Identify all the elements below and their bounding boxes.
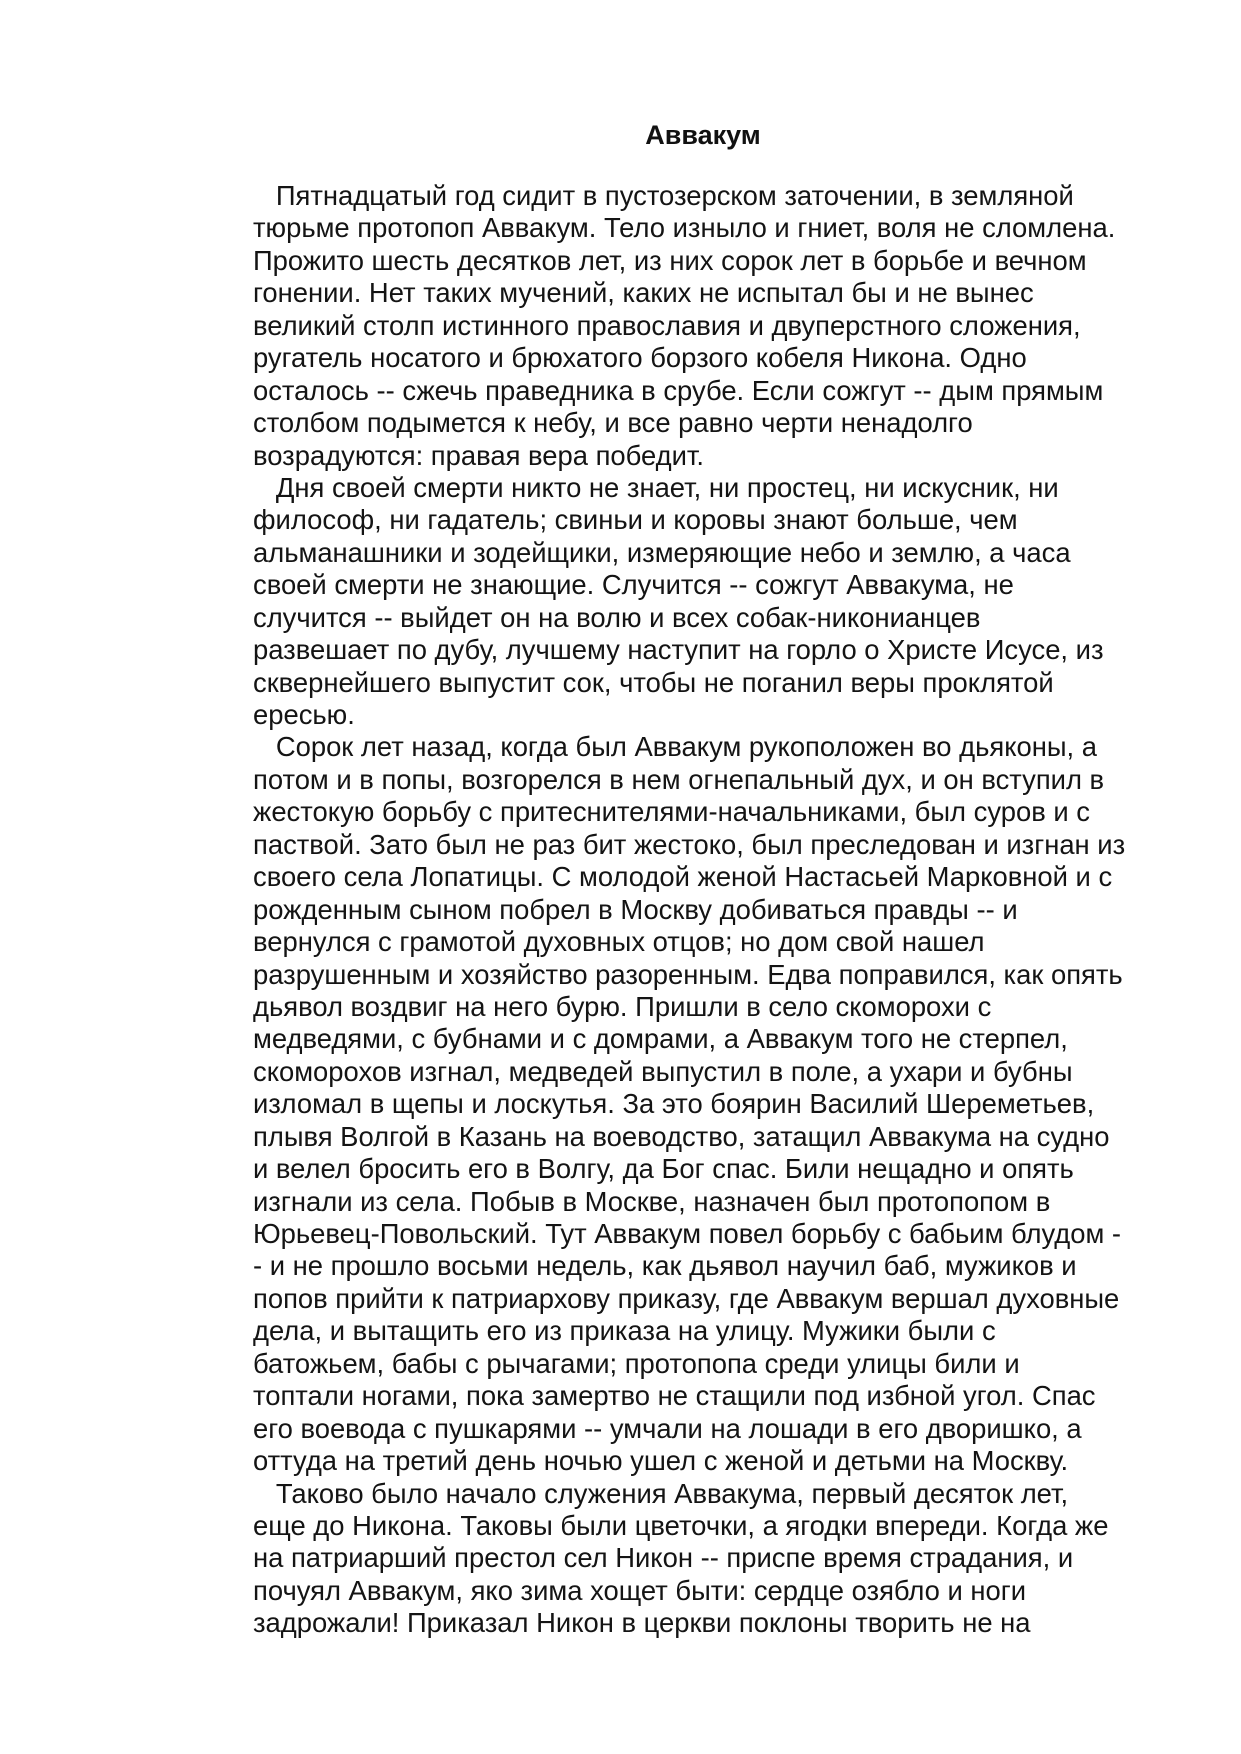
document-body (253, 180, 1183, 1640)
text-line: сквернейшего выпустит сок, чтобы не поганил веры проклятой (253, 666, 1054, 698)
text-line: тюрьме протопоп Аввакум. Тело изныло и гниет, воля не сломлена. (253, 212, 1116, 244)
text-line: ересью. (253, 699, 355, 730)
text-line: еще до Никона. Таковы были цветочки, а ягодки впереди. Когда же (253, 1509, 1109, 1541)
text-line: случится -- выйдет он на волю и всех собак-никонианцев (253, 601, 981, 633)
text-line: Пятнадцатый год сидит в пустозерском заточении, в земляной (253, 180, 1074, 211)
text-line: скоморохов изгнал, медведей выпустил в поле, а ухари и бубны (253, 1055, 1073, 1087)
text-line: жестокую борьбу с притеснителями-начальниками, был суров и с (253, 796, 1090, 828)
text-line: Таково было начало служения Аввакума, первый десяток лет, (253, 1477, 1069, 1509)
text-line: его воевода с пушкарями -- умчали на лошади в его дворишко, а (253, 1412, 1082, 1444)
text-line: изломал в щепы и лоскутья. За это боярин Василий Шереметьев, (253, 1088, 1095, 1120)
text-line: паствой. Зато был не раз бит жестоко, был преследован и изгнан из (253, 828, 1126, 860)
text-line: плывя Волгой в Казань на воеводство, затащил Аввакума на судно (253, 1120, 1110, 1152)
text-line: - и не прошло восьми недель, как дьявол научил баб, мужиков и (253, 1250, 1077, 1282)
text-line: дела, и вытащить его из приказа на улицу. Мужики были с (253, 1315, 996, 1347)
text-line: оттуда на третий день ночью ушел с женой и детьми на Москву. (253, 1445, 1069, 1477)
text-line: попов прийти к патриархову приказу, где Аввакум вершал духовные (253, 1282, 1120, 1314)
text-line: своего села Лопатицы. С молодой женой Настасьей Марковной и с (253, 861, 1113, 893)
text-line: батожьем, бабы с рычагами; протопопа среди улицы били и (253, 1347, 1020, 1379)
text-line: разрушенным и хозяйство разоренным. Едва поправился, как опять (253, 958, 1123, 990)
text-line: Дня своей смерти никто не знает, ни простец, ни искусник, ни (253, 471, 1059, 503)
text-line: философ, ни гадатель; свиньи и коровы знают больше, чем (253, 504, 1018, 536)
text-line: дьявол воздвиг на него бурю. Пришли в село скоморохи с (253, 990, 992, 1022)
text-line: и велел бросить его в Волгу, да Бог спас. Били нещадно и опять (253, 1153, 1074, 1185)
text-line: топтали ногами, пока замертво не стащили под избной угол. Спас (253, 1380, 1096, 1412)
text-line: ругатель носатого и брюхатого борзого кобеля Никона. Одно (253, 342, 1027, 374)
text-line: медведями, с бубнами и с домрами, а Аввакум того не стерпел, (253, 1023, 1068, 1055)
text-line: развешает по дубу, лучшему наступит на горло о Христе Исусе, из (253, 634, 1104, 666)
text-line: великий столп истинного православия и двуперстного сложения, (253, 309, 1081, 341)
text-line: изгнали из села. Побыв в Москве, назначен был протопопом в (253, 1185, 1051, 1217)
text-line: осталось -- сжечь праведника в срубе. Если сожгут -- дым прямым (253, 374, 1104, 406)
text-line: Сорок лет назад, когда был Аввакум рукоположен во дьяконы, а (253, 731, 1097, 763)
text-line: вернулся с грамотой духовных отцов; но дом свой нашел (253, 926, 985, 958)
text-line: потом и в попы, возгорелся в нем огнепальный дух, и он вступил в (253, 763, 1105, 795)
text-line: столбом подымется к небу, и все равно черти ненадолго (253, 407, 973, 439)
text-line: рожденным сыном побрел в Москву добиваться правды -- и (253, 893, 1018, 925)
text-line: задрожали! Приказал Никон в церкви поклоны творить не на (253, 1607, 1031, 1639)
text-line: возрадуются: правая вера победит. (253, 439, 705, 471)
text-line: гонении. Нет таких мучений, каких не испытал бы и не вынес (253, 277, 1034, 309)
document-title: Аввакум (645, 120, 761, 150)
text-line: альманашники и зодейщики, измеряющие небо и землю, а часа (253, 536, 1071, 568)
text-line: на патриарший престол сел Никон -- приспе время страдания, и (253, 1542, 1074, 1574)
text-line: своей смерти не знающие. Случится -- сожгут Аввакума, не (253, 569, 1014, 601)
text-line: Прожито шесть десятков лет, из них сорок лет в борьбе и вечном (253, 244, 1087, 276)
text-line: почуял Аввакум, яко зима хощет быти: сердце озябло и ноги (253, 1574, 1027, 1606)
text-line: Юрьевец-Повольский. Тут Аввакум повел борьбу с бабьим блудом - (253, 1218, 1122, 1249)
